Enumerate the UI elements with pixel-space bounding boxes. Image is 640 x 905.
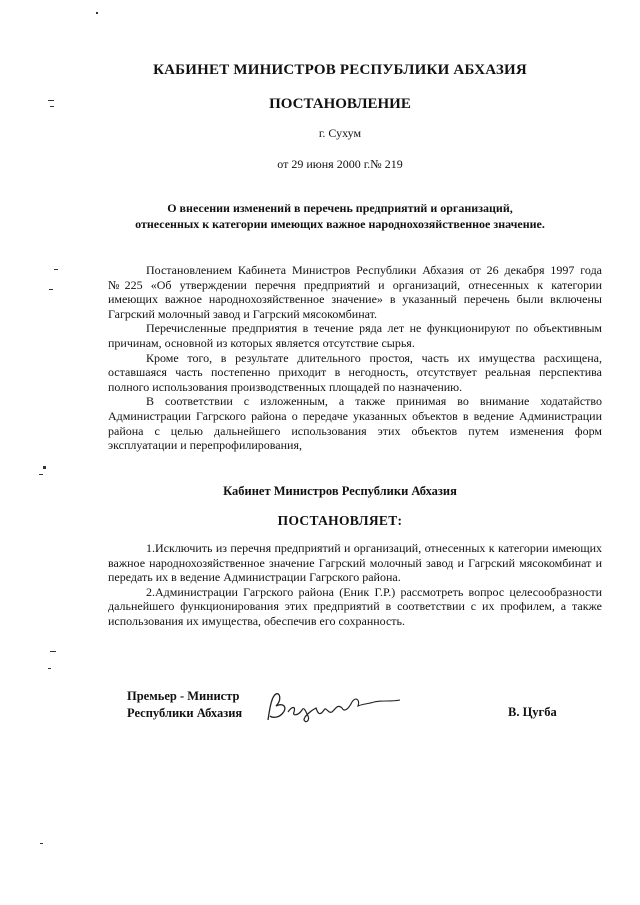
scan-speck bbox=[39, 474, 43, 475]
preamble-paragraph: Перечисленные предприятия в течение ряда лет не функционируют по объективным причинам, основной из которых является отсутствие сырья. bbox=[108, 321, 602, 350]
signatory-title bbox=[127, 688, 242, 722]
resolution-issuer: Кабинет Министров Республики Абхазия bbox=[223, 484, 457, 498]
city-line: г. Сухум bbox=[318, 126, 362, 140]
preamble-paragraph: В соответствии с изложенным, а также принимая во внимание ходатайство Администрации Гагрского района о передаче указанных объектов в ведение Администрации района с целью дальнейшего использования этих объектов путем изменения форм эксплуатации и перепрофилирования, bbox=[108, 394, 602, 453]
subject-line-1: О внесении изменений в перечень предприятий и организаций, bbox=[167, 201, 513, 215]
signatory-title-line-2: Республики Абхазия bbox=[127, 706, 243, 720]
scan-speck bbox=[43, 466, 46, 469]
subject-line-2: отнесенных к категории имеющих важное народнохозяйственное значение. bbox=[135, 217, 545, 231]
subject-title bbox=[80, 200, 600, 232]
scan-speck bbox=[50, 651, 56, 652]
issuer-heading: КАБИНЕТ МИНИСТРОВ РЕСПУБЛИКИ АБХАЗИЯ bbox=[153, 62, 527, 78]
scan-speck bbox=[54, 269, 58, 270]
scan-speck bbox=[40, 843, 43, 844]
signatory-name: В. Цугба bbox=[508, 705, 557, 719]
preamble-paragraph: Кроме того, в результате длительного простоя, часть их имущества расхищена, оставшаяся часть постепенно приходит в негодность, отсутствует реальная перспектива полного использования производственных площадей по назначению. bbox=[108, 350, 602, 394]
date-number-line: от 29 июня 2000 г.№ 219 bbox=[277, 157, 403, 171]
scan-speck bbox=[96, 12, 98, 14]
resolution-item: 2.Администрации Гагрского района (Еник Г.Р.) рассмотреть вопрос целесообразности дальнейшего функционирования этих предприятий в соответствии с их профилем, а также использования их имущества, обеспечив его сохранность. bbox=[108, 584, 602, 628]
scan-speck bbox=[48, 100, 54, 101]
document-type-heading: ПОСТАНОВЛЕНИЕ bbox=[269, 96, 411, 112]
resolution-items bbox=[108, 541, 602, 629]
preamble-text bbox=[108, 263, 602, 453]
signatory-title-line-1: Премьер - Министр bbox=[127, 689, 240, 703]
scan-speck bbox=[49, 289, 53, 290]
handwritten-signature bbox=[262, 686, 412, 728]
scan-speck bbox=[50, 106, 54, 107]
preamble-paragraph: Постановлением Кабинета Министров Республики Абхазия от 26 декабря 1997 года №225 «Об утверждении перечня предприятий и организаций, отнесенных к категории имеющих важное народнохозяйственное значение» в указанный перечень были включены Гагрский молочный завод и Гагрский мясокомбинат. bbox=[108, 263, 602, 321]
decree-heading: ПОСТАНОВЛЯЕТ: bbox=[277, 513, 403, 528]
scan-speck bbox=[48, 668, 51, 669]
resolution-item: 1.Исключить из перечня предприятий и организаций, отнесенных к категории имеющих важное народнохозяйственное значение Гагрский молочный завод и Гагрский мясокомбинат и передать их в ведение Администрации Гагрского района. bbox=[108, 541, 602, 585]
